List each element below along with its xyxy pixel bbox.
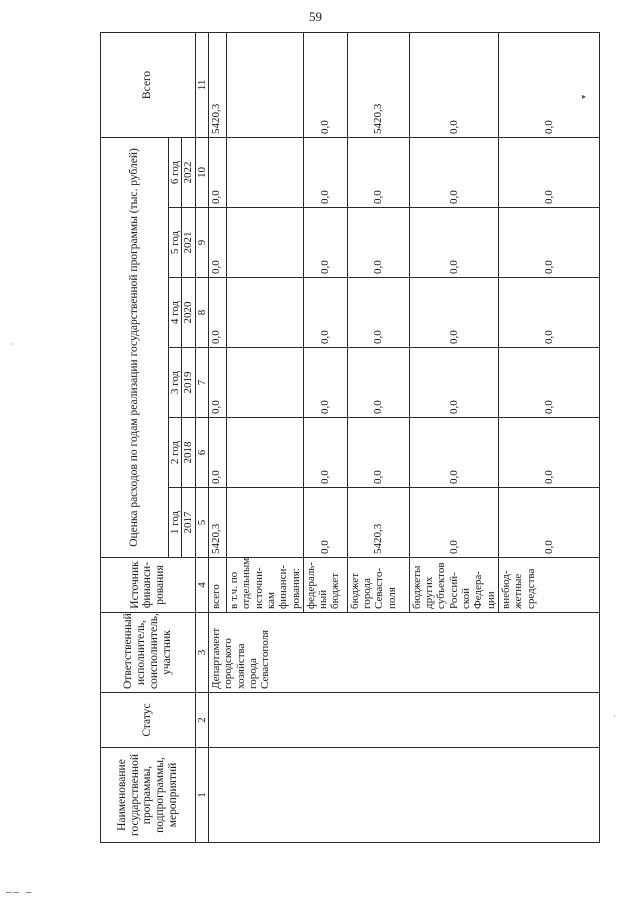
value-cell: 0,0 xyxy=(208,418,226,488)
budget-table-frame xyxy=(100,33,600,843)
total-cell: 0,0 xyxy=(499,32,600,137)
page-number: 59 xyxy=(309,9,322,24)
value-cell xyxy=(226,208,303,278)
value-cell: 0,0 xyxy=(499,278,600,348)
source-cell: всего xyxy=(208,558,226,613)
header-year-label: 4 год xyxy=(169,278,182,348)
header-year: 2020 xyxy=(182,278,195,348)
value-cell: 0,0 xyxy=(208,137,226,207)
value-cell: 0,0 xyxy=(499,208,600,278)
value-cell: 0,0 xyxy=(208,208,226,278)
total-cell xyxy=(226,32,303,137)
value-cell: 0,0 xyxy=(409,208,498,278)
value-cell: 0,0 xyxy=(347,137,409,207)
value-cell: 0,0 xyxy=(303,348,347,418)
status-cell xyxy=(208,693,599,748)
header-year: 2021 xyxy=(182,208,195,278)
header-year-label: 5 год xyxy=(169,208,182,278)
column-number: 11 xyxy=(195,32,208,137)
value-cell xyxy=(226,278,303,348)
value-cell: 5420,3 xyxy=(347,488,409,558)
value-cell: 0,0 xyxy=(303,488,347,558)
value-cell: 0,0 xyxy=(409,137,498,207)
header-year-label: 1 год xyxy=(169,488,182,558)
value-cell: 0,0 xyxy=(409,488,498,558)
header-total: Всего xyxy=(101,32,196,137)
source-cell: в т.ч. по отдельным источни-кам финанси-рования: xyxy=(226,558,303,613)
value-cell xyxy=(226,137,303,207)
program-name-cell xyxy=(208,748,599,843)
value-cell: 0,0 xyxy=(499,137,600,207)
header-responsible: Ответственный исполнитель, соисполнитель, участник xyxy=(101,613,196,693)
value-cell: 0,0 xyxy=(409,418,498,488)
value-cell: 5420,3 xyxy=(208,488,226,558)
column-number: 5 xyxy=(195,488,208,558)
source-cell: федераль-ный бюджет xyxy=(303,558,347,613)
value-cell: 0,0 xyxy=(409,348,498,418)
total-cell: 0,0 xyxy=(409,32,498,137)
value-cell: 0,0 xyxy=(303,418,347,488)
table-row xyxy=(208,32,226,842)
rotated-table-container xyxy=(100,33,600,843)
value-cell: 0,0 xyxy=(499,418,600,488)
value-cell xyxy=(226,348,303,418)
column-number: 4 xyxy=(195,558,208,613)
total-cell: 5420,3 xyxy=(347,32,409,137)
value-cell: 0,0 xyxy=(303,278,347,348)
value-cell: 0,0 xyxy=(499,348,600,418)
column-number-row xyxy=(195,32,208,842)
value-cell: 0,0 xyxy=(303,137,347,207)
header-name: Наименование государственной программы, подпрограммы, мероприятий xyxy=(101,748,196,843)
header-source: Источник финанси-рования xyxy=(101,558,196,613)
column-number: 8 xyxy=(195,278,208,348)
value-cell: 0,0 xyxy=(347,418,409,488)
header-year: 2019 xyxy=(182,348,195,418)
budget-table xyxy=(100,32,600,843)
column-number: 1 xyxy=(195,748,208,843)
column-number: 3 xyxy=(195,613,208,693)
value-cell: 0,0 xyxy=(347,208,409,278)
header-year-label: 2 год xyxy=(169,418,182,488)
total-cell: 0,0 xyxy=(303,32,347,137)
value-cell: 0,0 xyxy=(347,278,409,348)
header-year: 2022 xyxy=(182,137,195,207)
header-estimate: Оценка расходов по годам реализации государственной программы (тыс. рублей) xyxy=(101,137,169,557)
column-number: 7 xyxy=(195,348,208,418)
column-number: 2 xyxy=(195,693,208,748)
value-cell: 0,0 xyxy=(303,208,347,278)
header-year-label: 3 год xyxy=(169,348,182,418)
value-cell: 0,0 xyxy=(208,278,226,348)
column-number: 6 xyxy=(195,418,208,488)
value-cell: 0,0 xyxy=(347,348,409,418)
source-cell: бюджет города Севасто-поля xyxy=(347,558,409,613)
scan-speck: · xyxy=(10,340,13,349)
header-year: 2018 xyxy=(182,418,195,488)
value-cell xyxy=(226,418,303,488)
value-cell: 0,0 xyxy=(409,278,498,348)
responsible-cell: Департамент городского хозяйства города Севастополя xyxy=(208,613,599,693)
scan-speck: ▸ xyxy=(582,92,587,101)
header-year: 2017 xyxy=(182,488,195,558)
footer-marks: ‒‒ ‒ xyxy=(6,886,34,898)
header-year-label: 6 год xyxy=(169,137,182,207)
source-cell: внебюд-жетные средства xyxy=(499,558,600,613)
scan-speck: · xyxy=(613,712,616,721)
value-cell: 0,0 xyxy=(208,348,226,418)
source-cell: бюджеты других субъектов Россий-ской Федера-ции xyxy=(409,558,498,613)
column-number: 9 xyxy=(195,208,208,278)
value-cell: 0,0 xyxy=(499,488,600,558)
total-cell: 5420,3 xyxy=(208,32,226,137)
value-cell xyxy=(226,488,303,558)
column-number: 10 xyxy=(195,137,208,207)
header-status: Статус xyxy=(101,693,196,748)
